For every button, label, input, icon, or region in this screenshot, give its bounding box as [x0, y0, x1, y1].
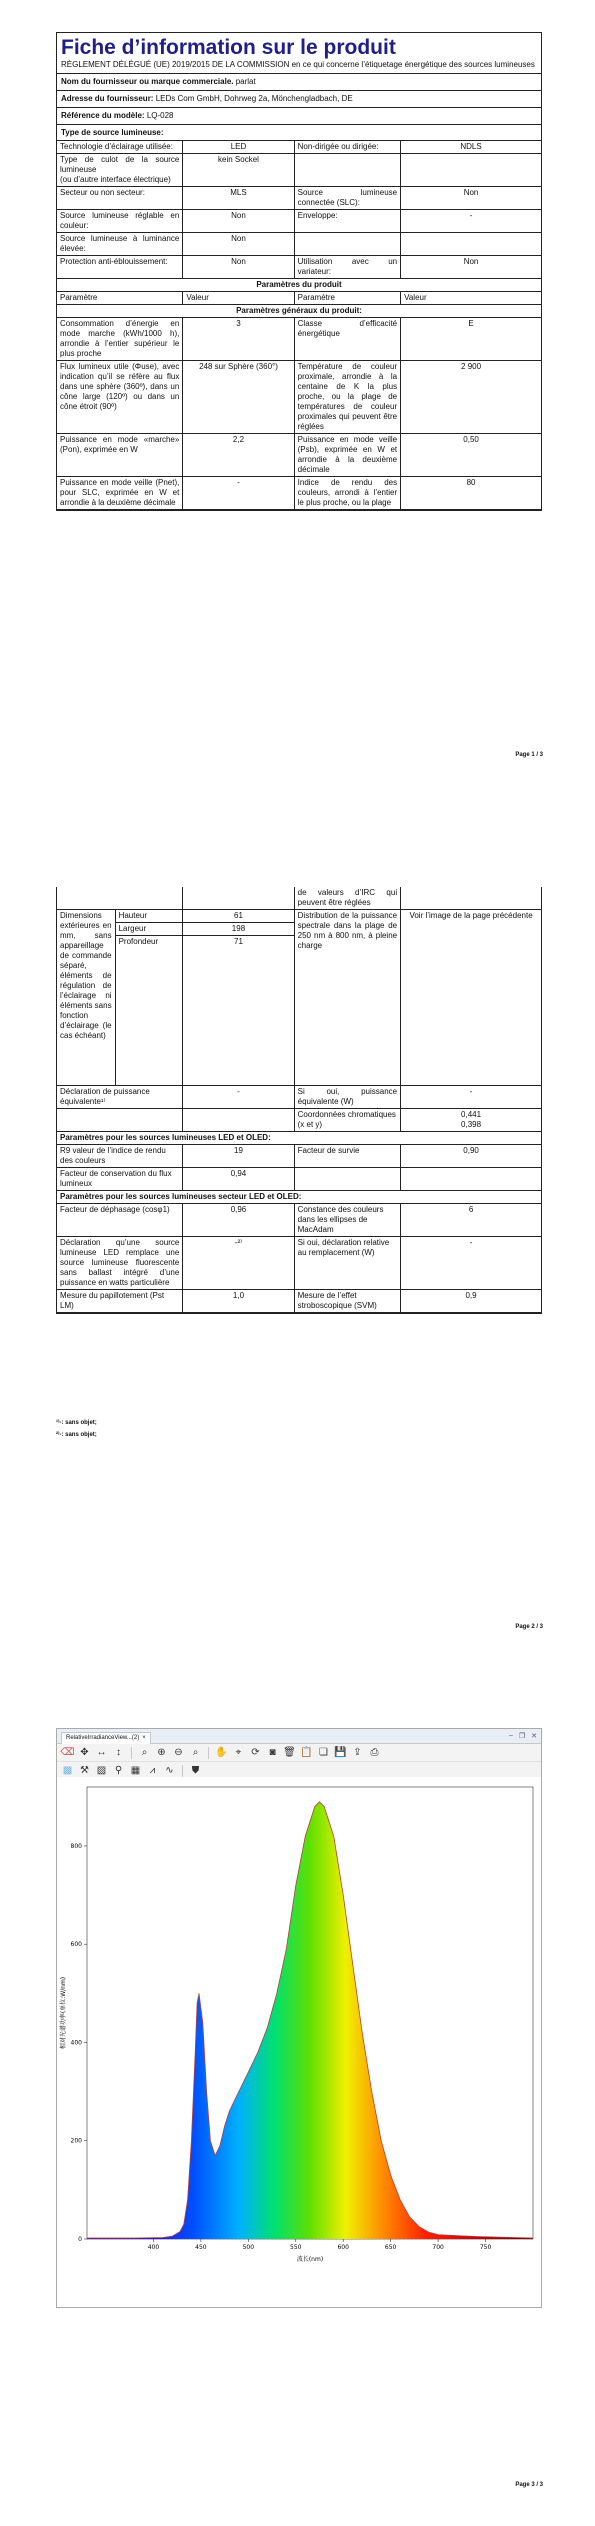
- cri-label-cont: de valeurs d’IRC qui peuvent être réglées: [294, 887, 400, 910]
- supplier-value: parlat: [235, 77, 256, 86]
- print-icon[interactable]: ⎙: [370, 1747, 379, 1758]
- tab-title: RelativeIrradianceView...(2): [66, 1734, 140, 1741]
- x-tick-label: 550: [290, 2244, 302, 2251]
- equiv-w-value: -: [401, 1086, 541, 1109]
- general-cell-v1: 2,2: [183, 434, 294, 477]
- y-tick-label: 600: [70, 1941, 82, 1949]
- chroma-y: 0,398: [461, 1120, 482, 1129]
- equiv-w-label: Si oui, puissance équivalente (W): [294, 1086, 400, 1109]
- type-cell-l1: Secteur ou non secteur:: [57, 187, 183, 210]
- type-cell-l2: [294, 233, 400, 256]
- general-cell-v1: 248 sur Sphère (360°): [183, 361, 294, 434]
- general-cell-l1: Puissance en mode veille (Pnet), pour SLC, exprimée en W et arrondie à la deuxième décimale: [57, 477, 183, 510]
- footnote-2: ²⁾-: sans objet;: [56, 1432, 97, 1438]
- image-icon[interactable]: ▨: [96, 1765, 107, 1776]
- y-axis-label: 相对光谱功率(单位:W/nm): [60, 1976, 67, 2050]
- type-cell-l2: Enveloppe:: [294, 210, 400, 233]
- toolbar-separator: [208, 1747, 209, 1759]
- type-cell-l2: [294, 154, 400, 187]
- general-cell-v2: 2 900: [401, 361, 541, 434]
- delete-icon[interactable]: 🗑: [283, 1747, 296, 1758]
- type-cell-v2: [401, 154, 541, 187]
- survival-value: 0,90: [401, 1145, 541, 1168]
- window-tab[interactable]: [61, 1732, 151, 1744]
- footnote-1: ¹⁾-: sans objet;: [56, 1420, 97, 1426]
- replacement-value: -²⁾: [183, 1237, 294, 1290]
- x-tick-label: 600: [337, 2244, 349, 2251]
- type-cell-l2: Source lumineuse connectée (SLC):: [294, 187, 400, 210]
- camera-icon[interactable]: ◙: [269, 1747, 276, 1758]
- dim-width-value: 198: [183, 923, 294, 936]
- general-row: [57, 361, 541, 434]
- x-tick-label: 500: [242, 2244, 255, 2251]
- svm-value: 0,9: [401, 1290, 541, 1313]
- chroma-label: Coordonnées chromatiques (x et y): [294, 1109, 400, 1132]
- page-3: [0, 1684, 595, 2526]
- table-icon[interactable]: ▦: [130, 1765, 141, 1776]
- select-icon[interactable]: ⌫: [60, 1747, 75, 1758]
- col-value-1: Valeur: [183, 292, 294, 305]
- y-tick-label: 0: [78, 2236, 82, 2243]
- refresh-icon[interactable]: ⟳: [251, 1747, 260, 1758]
- model-value: LQ-028: [146, 111, 174, 120]
- empty-cell: [57, 887, 183, 910]
- general-cell-l1: Consommation d’énergie en mode marche (kWh/1000 h), arrondie à l’entier supérieur le plus proche: [57, 318, 183, 361]
- type-cell-v1: MLS: [183, 187, 294, 210]
- general-cell-v2: 0,50: [401, 434, 541, 477]
- window-controls: [509, 1732, 537, 1740]
- type-cell-l1: Source lumineuse à luminance élevée:: [57, 233, 183, 256]
- type-cell-v1: Non: [183, 256, 294, 279]
- tab-close-icon[interactable]: ×: [142, 1734, 146, 1741]
- general-row: [57, 434, 541, 477]
- type-cell-v1: Non: [183, 233, 294, 256]
- zoom-fit-icon[interactable]: ⌕: [192, 1747, 199, 1758]
- type-cell-v1: LED: [183, 141, 294, 154]
- x-axis-label: 波长(nm): [296, 2256, 324, 2263]
- regulation-text: RÈGLEMENT DÉLÉGUÉ (UE) 2019/2015 DE LA COMMISSION en ce qui concerne l’étiquetage énergétique des sources lumineuses: [57, 60, 541, 74]
- clipboard-icon[interactable]: 📋: [300, 1747, 313, 1758]
- y-tick-label: 200: [70, 2137, 82, 2145]
- pst-value: 1,0: [183, 1290, 294, 1313]
- product-info-sheet: [56, 32, 542, 511]
- spectrum-window: [56, 1728, 542, 2308]
- x-tick-label: 400: [147, 2244, 160, 2251]
- col-value-2: Valeur: [401, 292, 541, 305]
- page-1: [0, 0, 595, 842]
- type-row: [57, 141, 541, 154]
- replacement-w-label: Si oui, déclaration relative au remplacement (W): [294, 1237, 400, 1290]
- dim-width-label: Largeur: [115, 923, 183, 936]
- minimize-icon[interactable]: –: [508, 1732, 513, 1739]
- chroma-values: [401, 1109, 541, 1132]
- general-cell-l2: Puissance en mode veille (Psb), exprimée en W et arrondie à la deuxième décimale: [294, 434, 400, 477]
- move-icon[interactable]: ✥: [80, 1747, 89, 1758]
- type-cell-v2: Non: [401, 256, 541, 279]
- hand-icon[interactable]: ✋: [215, 1747, 228, 1758]
- type-cell-l1: Source lumineuse réglable en couleur:: [57, 210, 183, 233]
- zoom-box-icon[interactable]: ⌕: [141, 1747, 148, 1758]
- type-cell-v2: Non: [401, 187, 541, 210]
- window-titlebar: [57, 1729, 541, 1744]
- general-cell-v1: -: [183, 477, 294, 510]
- type-cell-l2: Non-dirigée ou dirigée:: [294, 141, 400, 154]
- toolbar-row-1: [57, 1744, 541, 1762]
- x-tick-label: 700: [432, 2244, 444, 2251]
- type-cell-l1: Technologie d’éclairage utilisée:: [57, 141, 183, 154]
- empty-cell: [183, 887, 294, 910]
- page-2: [0, 842, 595, 1684]
- close-icon[interactable]: ✕: [531, 1733, 537, 1740]
- general-title: Paramètres généraux du produit:: [57, 305, 541, 318]
- toolbar-separator: [182, 1765, 183, 1777]
- tools-icon[interactable]: ⚒: [80, 1765, 89, 1776]
- dim-height-value: 61: [183, 910, 294, 923]
- macadam-value: 6: [401, 1204, 541, 1237]
- address-value: LEDs Com GmbH, Dohrweg 2a, Mönchengladbach, DE: [155, 94, 353, 103]
- general-cell-l2: Indice de rendu des couleurs, arrondi à l’entier le plus proche, ou la plage: [294, 477, 400, 510]
- address-label: Adresse du fournisseur:: [61, 94, 154, 103]
- toolbar-separator: [131, 1747, 132, 1759]
- supplier-row: [57, 74, 541, 91]
- empty-cell: [401, 887, 541, 910]
- zoom-out-icon[interactable]: ⊖: [174, 1747, 183, 1758]
- type-row: [57, 187, 541, 210]
- restore-icon[interactable]: ❐: [518, 1733, 526, 1740]
- empty-cell: [183, 1109, 294, 1132]
- page-number: Page 2 / 3: [515, 1624, 543, 1630]
- type-row: [57, 233, 541, 256]
- page-title: Fiche d’information sur le produit: [61, 36, 396, 59]
- type-cell-l1: Protection anti-éblouissement:: [57, 256, 183, 279]
- type-section-heading: Type de source lumineuse:: [57, 125, 541, 141]
- y-tick-label: 800: [70, 1842, 82, 1850]
- mains-section-heading: Paramètres pour les sources lumineuses secteur LED et OLED:: [57, 1191, 541, 1204]
- general-row: [57, 318, 541, 361]
- empty-cell: [294, 1168, 400, 1191]
- page-number: Page 1 / 3: [515, 752, 543, 758]
- spd-value: Voir l’image de la page précédente: [401, 910, 541, 1086]
- cosphi-label: Facteur de déphasage (cosφ1): [57, 1204, 183, 1237]
- general-cell-l2: Classe d’efficacité énergétique: [294, 318, 400, 361]
- type-cell-l1: Type de culot de la source lumineuse (ou d’autre interface électrique): [57, 154, 183, 187]
- y-tick-label: 400: [70, 2039, 82, 2047]
- empty-cell: [401, 1168, 541, 1191]
- type-cell-v1: kein Sockel: [183, 154, 294, 187]
- type-cell-l2: Utilisation avec un variateur:: [294, 256, 400, 279]
- r9-label: R9 valeur de l’indice de rendu des couleurs: [57, 1145, 183, 1168]
- survival-label: Facteur de survie: [294, 1145, 400, 1168]
- dim-depth-label: Profondeur: [115, 936, 183, 1086]
- color-icon[interactable]: ▩: [62, 1765, 73, 1776]
- dim-height-label: Hauteur: [115, 910, 183, 923]
- col-param-2: Paramètre: [294, 292, 400, 305]
- plot-area: [57, 1777, 541, 2307]
- type-cell-v2: [401, 233, 541, 256]
- peak-icon[interactable]: ⩘: [149, 1765, 156, 1776]
- general-cell-l1: Flux lumineux utile (Φuse), avec indication qu’il se réfère au flux dans une sphère (360º), dans un cône large (120º) ou dans un cône étroit (90º): [57, 361, 183, 434]
- model-label: Référence du modèle:: [61, 111, 145, 120]
- led-section-heading: Paramètres pour les sources lumineuses LED et OLED:: [57, 1132, 541, 1145]
- maintenance-value: 0,94: [183, 1168, 294, 1191]
- product-info-sheet-cont: [56, 887, 542, 1314]
- footnotes: [56, 1417, 97, 1441]
- params-title: Paramètres du produit: [57, 279, 541, 292]
- params-table-cont: [57, 887, 541, 1313]
- dim-depth-value: 71: [183, 936, 294, 1086]
- maintenance-label: Facteur de conservation du flux lumineux: [57, 1168, 183, 1191]
- address-row: [57, 91, 541, 108]
- type-row: [57, 210, 541, 233]
- type-row: [57, 256, 541, 279]
- spectrum-chart: [57, 1777, 541, 2307]
- general-cell-l1: Puissance en mode «marche» (Pon), exprimée en W: [57, 434, 183, 477]
- page-number: Page 3 / 3: [515, 2482, 543, 2488]
- shield-icon[interactable]: ⛊: [191, 1765, 200, 1776]
- x-tick-label: 750: [479, 2244, 492, 2251]
- save-icon[interactable]: 💾: [334, 1747, 347, 1758]
- pan-horizontal-icon[interactable]: ↔: [96, 1747, 107, 1758]
- type-row: [57, 154, 541, 187]
- general-cell-v2: E: [401, 318, 541, 361]
- col-param-1: Paramètre: [57, 292, 183, 305]
- x-tick-label: 650: [384, 2244, 397, 2251]
- replacement-label: Déclaration qu’une source lumineuse LED remplace une source lumineuse fluorescente sans ballast intégré d’une puissance en watts particulière: [57, 1237, 183, 1290]
- type-cell-v2: -: [401, 210, 541, 233]
- export-icon[interactable]: ⇪: [353, 1747, 362, 1758]
- svm-label: Mesure de l’effet stroboscopique (SVM): [294, 1290, 400, 1313]
- type-table: [57, 141, 541, 279]
- general-cell-v1: 3: [183, 318, 294, 361]
- crosshair-icon[interactable]: ⌖: [235, 1747, 242, 1758]
- model-row: [57, 108, 541, 125]
- macadam-label: Constance des couleurs dans les ellipses de MacAdam: [294, 1204, 400, 1237]
- r9-value: 19: [183, 1145, 294, 1168]
- replacement-w-value: -: [401, 1237, 541, 1290]
- type-cell-v1: Non: [183, 210, 294, 233]
- x-tick-label: 450: [195, 2244, 207, 2251]
- empty-cell: [57, 1109, 183, 1132]
- general-row: [57, 477, 541, 510]
- pan-vertical-icon[interactable]: ↕: [116, 1747, 121, 1758]
- spd-label: Distribution de la puissance spectrale dans la plage de 250 nm à 800 nm, à pleine charge: [294, 910, 400, 1086]
- copy-icon[interactable]: ❏: [319, 1747, 328, 1758]
- equiv-label: Déclaration de puissance équivalente¹⁾: [57, 1086, 183, 1109]
- type-cell-v2: NDLS: [401, 141, 541, 154]
- general-cell-v2: 80: [401, 477, 541, 510]
- pin-icon[interactable]: ⚲: [114, 1765, 123, 1776]
- chroma-x: 0,441: [461, 1110, 482, 1119]
- dimensions-label: Dimensions extérieures en mm, sans appareillage de commande séparé, éléments de régulation de l’éclairage ni éléments sans fonction d’éclairage (le cas échéant): [57, 910, 115, 1086]
- general-cell-l2: Température de couleur proximale, arrondie à la centaine de K la plus proche, ou la plage de températures de couleur proximales qui peuvent être réglées: [294, 361, 400, 434]
- cosphi-value: 0,96: [183, 1204, 294, 1237]
- zoom-in-icon[interactable]: ⊕: [157, 1747, 166, 1758]
- curve-icon[interactable]: ∿: [165, 1765, 174, 1776]
- equiv-value: -: [183, 1086, 294, 1109]
- pst-label: Mesure du papillotement (Pst LM): [57, 1290, 183, 1313]
- params-table: [57, 279, 541, 510]
- supplier-label: Nom du fournisseur ou marque commerciale.: [61, 77, 234, 86]
